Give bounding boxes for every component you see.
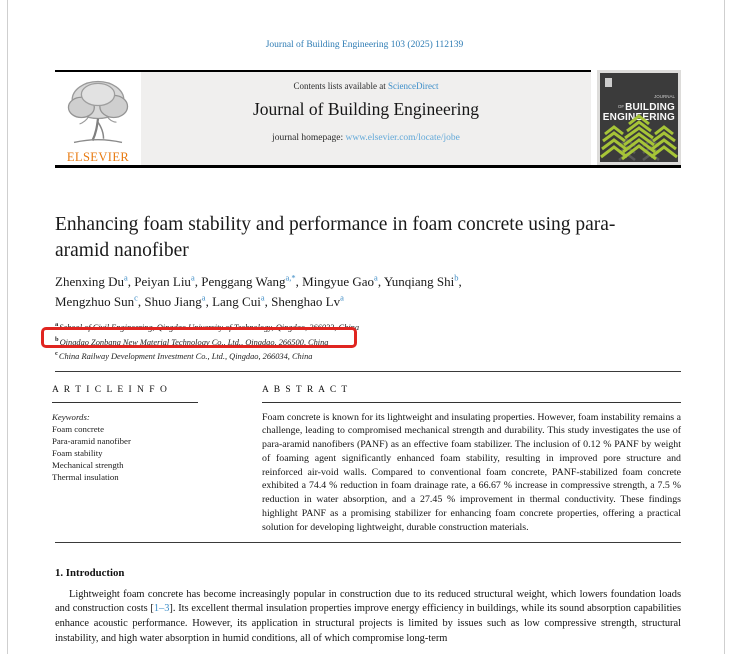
sciencedirect-link[interactable]: ScienceDirect <box>388 81 439 91</box>
running-head-citation: Journal of Building Engineering 103 (2025) 112139 <box>265 40 464 50</box>
article-info-heading: A R T I C L E I N F O <box>52 384 169 395</box>
article-info-rule <box>52 402 198 403</box>
intro-text-1: Lightweight foam concrete has become increasingly popular in construction due to its reduced structural weight, which lowers foundation loads and construction costs [ <box>55 588 681 615</box>
abstract-text: Foam concrete is known for its lightweight and insulating properties. However, foam instability remains a challenge, leading to compromised mechanical strength and durability. This study investigates the use of para-aramid nanofibers (PANF) as an effective foam stabilizer. The inclusion of 0.12 % PANF by weight of foaming agent significantly enhanced foam stability, resulting in improved pore structure and reinforced air-void walls. Compared to conventional foam concrete, PANF-stabilized foam concrete exhibited a 74.4 % reduction in foam drainage rate, a 66.67 % increase in compressive strength, a 7.5 % reduction in water absorption, and a 27.45 % improvement in thermal conductivity. These findings highlight PANF as a promising stabilizer for enhancing foam concrete properties, offering a practical solution for developing lightweight, durable construction materials. <box>262 411 681 533</box>
elsevier-wordmark: ELSEVIER <box>66 150 130 164</box>
abstract-heading: A B S T R A C T <box>262 384 349 395</box>
homepage-link[interactable]: www.elsevier.com/locate/jobe <box>345 133 460 143</box>
author-line-1 <box>55 271 681 291</box>
homepage-prefix: journal homepage: <box>272 133 346 143</box>
keyword: Thermal insulation <box>52 472 119 483</box>
author[interactable]: Shuo Jiang$^a$, <box>144 292 213 310</box>
author-affil-sup: a <box>190 272 195 283</box>
author[interactable]: Penggang Wang$^{a,*}$, <box>201 272 303 289</box>
citation-link-1-3[interactable]: 1–3 <box>153 603 170 615</box>
contents-prefix: Contents lists available at <box>293 81 388 91</box>
author-affil-sup: c <box>134 292 138 303</box>
author-affil-sup: a <box>201 292 206 303</box>
author-affil-sup: a <box>374 272 378 283</box>
homepage-line <box>141 133 591 143</box>
author[interactable]: Peiyan Liu$^a$, <box>134 272 202 289</box>
abstract-rule <box>262 402 681 403</box>
author[interactable]: Shenghao Lv$^a$ <box>271 292 344 310</box>
author[interactable]: Mingyue Gao$^a$, <box>302 272 384 289</box>
author-affil-sup: a <box>340 292 344 303</box>
cover-journal-of: JOURNAL OF <box>617 94 675 110</box>
affiliation-list <box>55 320 681 363</box>
introduction-paragraph <box>55 588 681 647</box>
contents-line <box>141 81 591 91</box>
intro-text-2: ]. Its excellent thermal insulation properties improve energy efficiency in buildings, while its sound absorption capabilities enhance acoustic performance. However, its application in structural projects is limited by issues such as low compressive strength, structural instability, and high water absorption in humid conditions, all of which compromise long-term <box>55 603 681 644</box>
page-edge-left <box>7 0 8 654</box>
masthead-center <box>141 72 591 165</box>
cover-publisher-mark-icon <box>605 78 612 87</box>
keywords-label: Keywords: <box>52 411 90 422</box>
journal-cover-thumbnail <box>597 70 681 165</box>
affiliation-a: $^a$School of Civil Engineering, Qingdao University of Technology, Qingdao, 266033, China <box>55 321 360 333</box>
keyword: Para-aramid nanofiber <box>52 436 131 447</box>
cover-trees-icon <box>600 112 678 162</box>
author[interactable]: Lang Cui$^a$, <box>212 292 272 310</box>
elsevier-logo <box>55 72 141 165</box>
info-abstract-columns <box>52 372 681 535</box>
author[interactable]: Zhenxing Du$^a$, <box>55 272 135 289</box>
page-edge-right <box>724 0 725 654</box>
author[interactable]: Yunqiang Shi$^b$, <box>383 272 462 289</box>
section-divider-bottom <box>55 542 681 543</box>
journal-title: Journal of Building Engineering <box>252 99 479 119</box>
elsevier-tree-icon <box>61 76 135 148</box>
affiliation-c: $^c$China Railway Development Investment Co., Ltd., Qingdao, 266034, China <box>55 350 313 362</box>
author-affil-sup: a <box>123 272 128 283</box>
author-affil-sup: a,* <box>285 272 296 283</box>
journal-header <box>55 70 681 165</box>
header-divider <box>55 165 681 168</box>
journal-masthead-block <box>55 70 591 165</box>
keyword: Foam concrete <box>52 423 105 434</box>
author-line-2 <box>55 292 681 312</box>
cover-line2: ENGINEERING <box>602 112 675 124</box>
introduction-heading: 1. Introduction <box>55 566 125 579</box>
abstract-column <box>262 372 681 535</box>
cover-line1: BUILDING <box>625 102 675 114</box>
author-list <box>55 271 681 312</box>
author[interactable]: Mengzhuo Sun$^c$, <box>55 292 145 310</box>
article-title: Enhancing foam stability and performance in foam concrete using para-aramid nanofiber <box>55 214 616 261</box>
author-affil-sup: a <box>260 292 265 303</box>
article-info-column <box>52 372 234 535</box>
author-affil-sup: b <box>454 272 459 283</box>
keyword: Foam stability <box>52 448 103 459</box>
keyword: Mechanical strength <box>52 460 124 471</box>
affiliation-b: $^b$Qingdao Zonbang New Material Technology Co., Ltd., Qingdao, 266500, China <box>55 335 329 347</box>
